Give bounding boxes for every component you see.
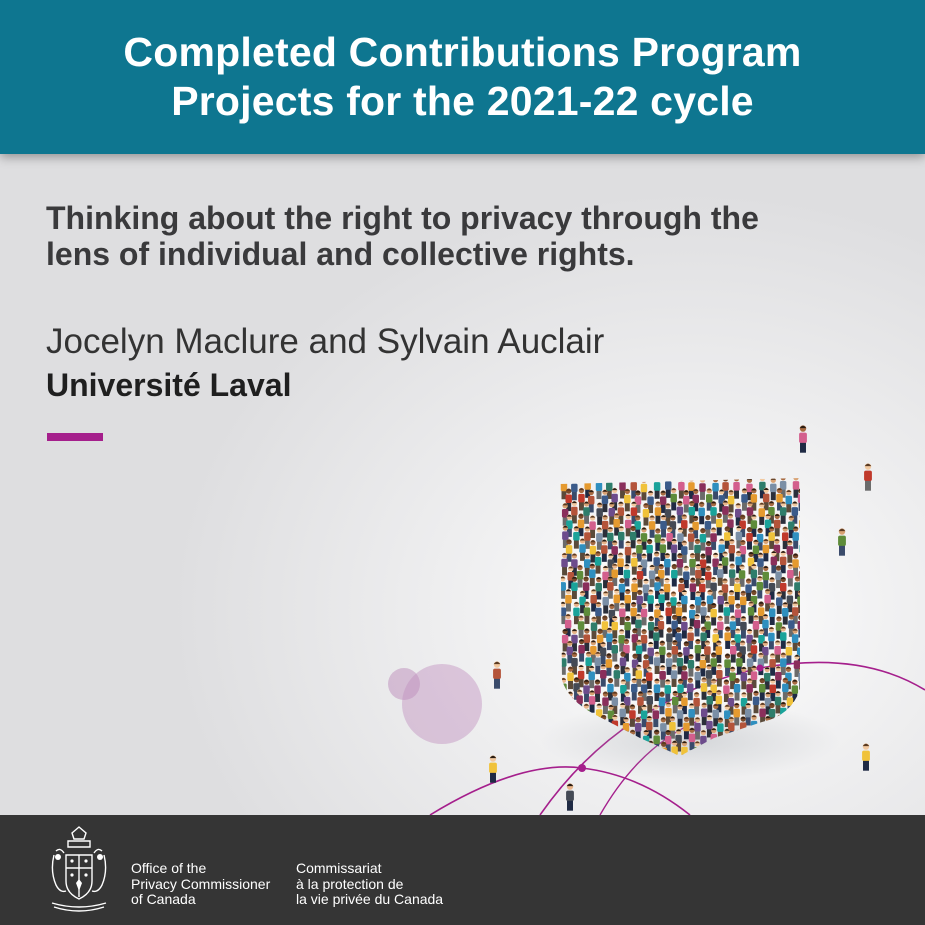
person-figure [583,501,589,524]
project-title [46,200,886,272]
person-figure [677,501,683,524]
person-figure [800,538,806,561]
person-figure [678,476,684,499]
person-figure [677,704,683,727]
person-figure [567,667,573,690]
person-figure [746,527,752,550]
person-figure [602,691,608,714]
person-figure [607,527,613,550]
person-figure [710,527,716,550]
person-figure [672,691,678,714]
person-figure [677,553,683,576]
person-figure [614,589,620,612]
person-figure [659,692,665,715]
person-figure [660,515,666,538]
person-figure [799,692,805,715]
person-figure [624,616,630,639]
person-figure [753,615,759,638]
footer-french-name [296,861,443,908]
person-figure [695,666,701,689]
person-figure [655,501,661,524]
person-figure [786,641,792,664]
project-authors: Jocelyn Maclure and Sylvain Auclair [46,322,605,361]
person-figure [757,576,763,599]
person-figure [780,501,786,524]
person-figure [774,640,780,663]
person-figure [637,691,643,714]
person-figure [798,667,804,690]
person-figure [670,488,676,511]
person-figure [771,551,777,574]
person-figure [694,539,700,562]
person-figure [705,541,711,564]
person-figure [688,703,694,726]
person-figure [775,666,781,689]
person-figure [647,589,653,612]
person-figure [629,704,635,727]
person-figure [740,591,746,614]
person-figure [653,626,659,649]
person-figure [641,478,647,501]
person-figure [745,703,751,726]
person-figure [864,463,872,490]
person-figure [624,489,630,512]
person-figure [759,678,765,701]
person-figure [560,678,566,701]
person-figure [565,589,571,612]
person-figure [625,541,631,564]
person-figure [769,653,775,676]
person-figure [698,502,704,525]
person-figure [591,617,597,640]
person-figure [687,678,693,701]
project-title-line-2: lens of individual and collective rights. [46,236,635,272]
person-figure [689,728,695,751]
person-figure [748,601,754,624]
person-figure [606,653,612,676]
person-figure [724,653,730,676]
person-figure [560,652,566,675]
header-title-line-1: Completed Contributions Program [123,29,802,75]
person-figure [683,490,689,513]
person-figure [733,703,739,726]
person-figure [671,564,677,587]
person-figure [578,639,584,662]
person-figure [770,478,776,501]
person-figure [589,563,595,586]
person-figure [571,478,577,501]
person-figure [776,488,782,511]
person-figure [625,589,631,612]
person-figure [757,552,763,575]
person-figure [729,539,735,562]
person-figure [764,589,770,612]
person-figure [701,677,707,700]
person-figure [712,477,718,500]
person-figure [695,639,701,662]
person-figure [601,539,607,562]
person-figure [716,513,722,536]
person-figure [838,528,846,555]
person-figure [489,755,497,782]
person-figure [730,640,736,663]
person-figure [617,552,623,575]
person-figure [637,565,643,588]
network-node-2 [757,665,764,672]
person-figure [561,553,567,576]
person-figure [769,602,775,625]
person-figure [780,626,786,649]
person-figure [735,551,741,574]
person-figure [618,526,624,549]
person-figure [666,627,672,650]
person-figure [595,602,601,625]
footer [0,815,925,925]
person-figure [566,539,572,562]
person-figure [768,627,774,650]
person-figure [571,576,577,599]
person-figure [799,514,805,537]
person-figure [664,553,670,576]
person-figure [782,602,788,625]
person-figure [665,679,671,702]
person-figure [758,652,764,675]
person-figure [631,501,637,524]
person-figure [763,488,769,511]
header-title-line-2: Projects for the 2021-22 cycle [171,78,754,124]
person-figure [753,691,759,714]
accent-divider [47,433,103,441]
person-figure [700,626,706,649]
network-node-1 [578,764,586,772]
person-figure [707,690,713,713]
person-figure [763,539,769,562]
person-figure [578,615,584,638]
person-figure [607,678,613,701]
person-figure [646,539,652,562]
person-figure [671,664,677,687]
person-figure [798,615,804,638]
person-figure [654,678,660,701]
person-figure [736,526,742,549]
person-figure [584,601,590,624]
decorative-circle-large [402,664,482,744]
person-figure [669,716,675,739]
person-figure [699,477,705,500]
person-figure [596,502,602,525]
person-figure [619,602,625,625]
person-figure [799,425,807,452]
person-figure [573,602,579,625]
person-figure [600,664,606,687]
person-figure [654,651,660,674]
person-figure [751,564,757,587]
person-figure [573,526,579,549]
person-figure [647,690,653,713]
person-figure [636,639,642,662]
person-figure [741,667,747,690]
person-figure [654,476,660,499]
person-figure [660,538,666,561]
person-figure [710,603,716,626]
person-figure [717,563,723,586]
person-figure [624,564,630,587]
person-figure [718,590,724,613]
person-figure [688,654,694,677]
person-figure [577,565,583,588]
person-figure [706,664,712,687]
person-figure [681,616,687,639]
person-figure [687,626,693,649]
person-figure [665,702,671,725]
person-figure [571,652,577,675]
person-figure [562,525,568,548]
person-figure [641,603,647,626]
person-figure [733,476,739,499]
person-figure [579,538,585,561]
person-figure [631,678,637,701]
person-figure [695,564,701,587]
person-figure [798,488,804,511]
person-figure [689,553,695,576]
footer-en-line-2: Privacy Commissioner [131,875,271,892]
person-figure [607,576,613,599]
footer-english-name [131,861,270,908]
person-figure [671,539,677,562]
person-figure [595,651,601,674]
person-figure [665,475,671,498]
person-figure [700,601,706,624]
person-figure [589,690,595,713]
person-figure [493,661,501,688]
person-figure [741,488,747,511]
person-figure [576,689,582,712]
person-figure [787,540,793,563]
person-figure [707,590,713,613]
person-figure [646,716,652,739]
person-figure [780,551,786,574]
person-figure [862,743,870,770]
person-figure [782,678,788,701]
person-figure [631,476,637,499]
person-figure [722,500,728,523]
person-figure [716,690,722,713]
person-figure [710,501,716,524]
project-institution: Université Laval [46,367,292,403]
person-figure [780,652,786,675]
person-figure [578,488,584,511]
person-figure [763,566,769,589]
person-figure [665,602,671,625]
person-figure [793,475,799,498]
footer-fr-line-1: Commissariat [296,860,382,876]
person-figure [596,476,602,499]
person-figure [729,563,735,586]
person-figure [694,614,700,637]
person-figure [776,591,782,614]
footer-en-line-1: Office of the [131,860,207,876]
person-figure [631,552,637,575]
person-figure [716,664,722,687]
person-figure [602,591,608,614]
footer-fr-line-2: à la protection de [296,875,404,892]
person-figure [636,539,642,562]
person-figure [566,783,574,810]
person-figure [630,526,636,549]
person-figure [602,490,608,513]
project-title-line-1: Thinking about the right to privacy through the [46,200,759,236]
person-figure [774,514,780,537]
person-figure [759,502,765,525]
person-figure [746,678,752,701]
person-figure [740,616,746,639]
person-figure [787,564,793,587]
person-figure [705,515,711,538]
person-figure [728,490,734,513]
person-figure [688,527,694,550]
person-figure [739,564,745,587]
person-figure [724,626,730,649]
person-figure [734,578,740,601]
person-figure [788,614,794,637]
person-figure [636,664,642,687]
person-figure [786,490,792,513]
person-figure [583,679,589,702]
person-figure [567,691,573,714]
footer-en-line-3: of Canada [131,891,196,907]
person-figure [649,515,655,538]
person-figure [677,652,683,675]
person-figure [792,628,798,651]
person-figure [588,666,594,689]
person-figure [782,526,788,549]
person-figure [659,665,665,688]
person-figure [736,652,742,675]
person-figure [713,704,719,727]
person-figure [559,576,565,599]
person-figure [595,551,601,574]
person-figure [734,678,740,701]
person-figure [792,526,798,549]
person-figure [571,501,577,524]
person-figure [614,664,620,687]
person-figure [704,640,710,663]
person-figure [780,577,786,600]
coat-of-arms-icon [46,825,112,915]
person-figure [653,704,659,727]
header-banner [0,0,925,154]
person-figure [690,577,696,600]
person-figure [724,601,730,624]
person-figure [683,717,689,740]
footer-fr-line-3: la vie privée du Canada [296,891,444,907]
person-figure [643,503,649,526]
person-figure [612,639,618,662]
